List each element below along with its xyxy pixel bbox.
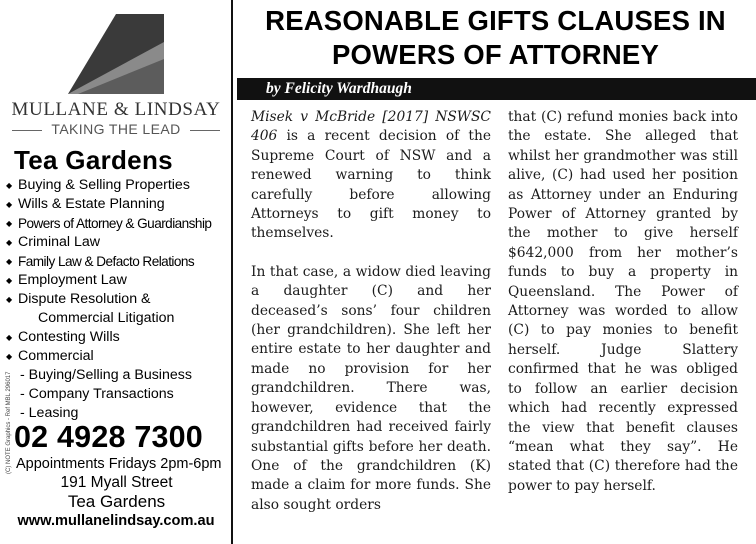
website-link[interactable]: www.mullanelindsay.com.au — [17, 513, 215, 529]
paragraph-intro — [251, 108, 491, 244]
article-headline — [235, 4, 756, 72]
tagline-block — [12, 121, 220, 139]
street-address: 191 Myall Street — [60, 474, 173, 491]
paragraph-case-facts: In that case, a widow died leaving a daughter (C) and her deceased’s sons’ four children (her grandchildren). She left her entire estate to her daughter and made no provision for her grandchildren. There was, however, evidence that the grandchildren had received fairly substantial gifts before her death. One of the grandchildren (K) made a claim for more funds. She also sought orders — [251, 263, 491, 513]
firm-sidebar — [0, 0, 233, 544]
phone-number[interactable]: 02 4928 7300 — [14, 420, 203, 454]
service-item: ◆ Family Law & Defacto Relations — [6, 252, 232, 271]
author-byline: by Felicity Wardhaugh — [266, 80, 412, 97]
paragraph-intro-text: is a recent decision of the Supreme Court of NSW and a renewed warning to think carefully before allowing Attorneys to gift money to themselves. — [251, 128, 491, 242]
service-item: - Company Transactions — [20, 386, 174, 402]
headline-line-1: REASONABLE GIFTS CLAUSES IN — [265, 5, 726, 36]
article-column-2 — [508, 108, 738, 496]
service-item: - Leasing — [20, 405, 79, 421]
copyright-note: (C) NOTE Graphics - Ref MBL 296017 — [6, 371, 12, 474]
logo-graphic-icon — [68, 14, 164, 94]
service-item: - Buying/Selling a Business — [20, 367, 192, 383]
service-item: ◆ Wills & Estate Planning — [6, 195, 232, 214]
firm-logo — [0, 0, 233, 150]
appointments-info: Appointments Fridays 2pm-6pm — [16, 456, 222, 472]
service-item: ◆ Powers of Attorney & Guardianship — [6, 214, 232, 233]
service-item: ◆ Contesting Wills — [6, 328, 232, 347]
service-item: Commercial Litigation — [38, 310, 175, 326]
service-item: ◆ Criminal Law — [6, 233, 232, 252]
services-list — [6, 176, 232, 423]
office-location-title: Tea Gardens — [14, 145, 173, 175]
firm-name: MULLANE & LINDSAY — [11, 99, 221, 120]
service-item: ◆ Buying & Selling Properties — [6, 176, 232, 195]
town-name: Tea Gardens — [67, 492, 166, 511]
service-item: ◆ Commercial — [6, 347, 232, 366]
service-item: ◆ Dispute Resolution & — [6, 290, 232, 309]
case-citation: Misek v McBride [2017] NSWSC 406 — [251, 109, 491, 145]
article-column-1 — [251, 108, 491, 515]
headline-line-2: POWERS OF ATTORNEY — [332, 39, 659, 70]
service-item: ◆ Employment Law — [6, 271, 232, 290]
paragraph-judgment: that (C) refund monies back into the estate. She alleged that whilst her grandmother was still alive, (C) had used her position as Attorney under an Enduring Power of Attorney granted by the mother to give herself $642,000 from her mother’s funds to buy a property in Queensland. The Power of Attorney was worded to allow (C) to pay monies to benefit herself. Judge Slattery confirmed that he was obliged to follow an earlier decision which had recently expressed the view that benefit clauses “mean what they say”. He stated that (C) therefore had the power to pay herself. — [508, 109, 738, 494]
firm-tagline: TAKING THE LEAD — [51, 121, 181, 137]
